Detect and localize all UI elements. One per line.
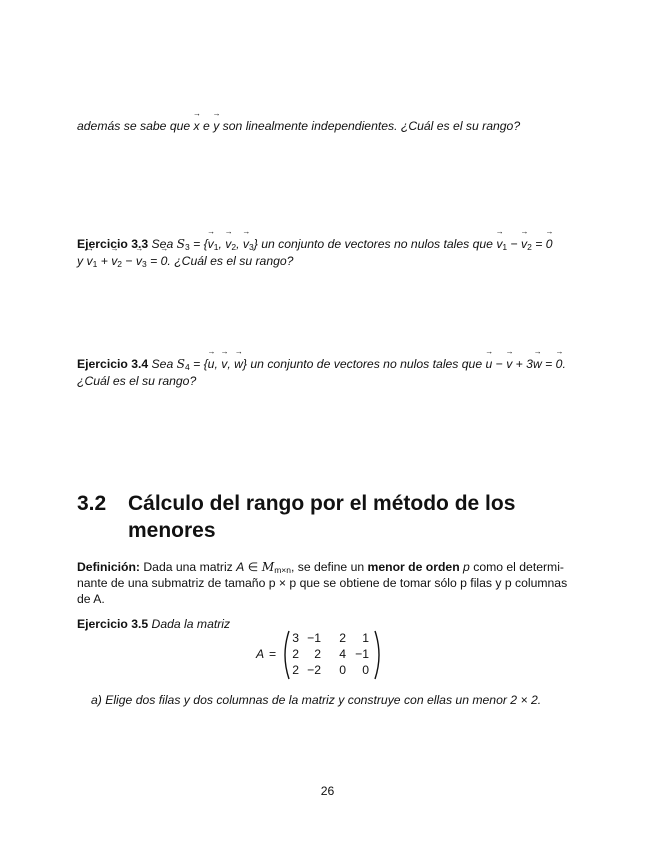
equals-sign: = (269, 647, 277, 661)
exercise-3-3-line-2: $y \to v_1$ + → $v_2$ − → $v_3$ = → 0. ¿Cuál es el su rango? (77, 253, 567, 272)
definition-line-2: nante de una submatriz de tamaño p × p que se obtiene de tomar sólo p filas y p columnas (77, 576, 568, 590)
exercise-3-4-line-1: Ejercicio 3.4 Sea $S_4$ = {→ u, → v, → w} un conjunto de vectores no nulos tales que → u − → v + 3→ w = → 0. (77, 356, 567, 375)
matrix-cell-2-3: 0 (362, 663, 369, 677)
matrix-cell-1-2: 4 (339, 647, 346, 661)
matrix-a (256, 629, 386, 681)
matrix-cell-2-0: 2 (292, 663, 299, 677)
matrix-cell-1-0: 2 (292, 647, 299, 661)
section-title-line-1: Cálculo del rango por el método de los (128, 492, 516, 515)
definition-line-1: Definición: Dada una matriz A ∈ $M_{m\times n}$, se define un menor de orden p como el determi- (77, 560, 564, 575)
definition-term: menor de orden (367, 560, 460, 574)
matrix-cell-1-3: −1 (355, 647, 369, 661)
exercise-3-4-line-2 (77, 373, 567, 389)
definition-line-3: de A. (77, 592, 105, 606)
section-number: 3.2 (77, 492, 107, 515)
exercise-3-3-label: Ejercicio 3.3 (77, 237, 149, 251)
matrix-cell-2-1: −2 (307, 663, 321, 677)
intro-line: además se sabe que → x e → y son linealmente independientes. ¿Cuál es el su rango? (77, 118, 567, 134)
matrix-cell-2-2: 0 (339, 663, 346, 677)
matrix-cell-1-1: 2 (314, 647, 321, 661)
exercise-3-5-item-a: a) Elige dos filas y dos columnas de la matriz y construye con ellas un menor 2 × 2. (91, 693, 542, 707)
exercise-3-3-line-1: Ejercicio 3.3 Sea $S_3$ = {→ $v_1$, → $v_2$, → $v_3$} un conjunto de vectores no nulos tales que → $v_1$ − → $v_2$ = → 0 (77, 236, 567, 255)
exercise-3-4-question: ¿Cuál es el su rango? (77, 374, 197, 388)
matrix-cell-0-1: −1 (307, 631, 321, 645)
page-number: 26 (320, 784, 335, 798)
matrix-cell-0-3: 1 (362, 631, 369, 645)
exercise-3-3-question: ¿Cuál es el su rango? (174, 254, 294, 268)
exercise-3-5-text: Dada la matriz (151, 617, 231, 631)
intro-text-1: además se sabe que (77, 119, 194, 133)
section-title-line-2: menores (128, 519, 216, 542)
matrix-name: A (256, 647, 265, 661)
matrix-cell-0-0: 3 (292, 631, 299, 645)
exercise-3-5-label: Ejercicio 3.5 (77, 617, 149, 631)
definition-label: Definición: (77, 560, 140, 574)
matrix-cell-0-2: 2 (339, 631, 346, 645)
exercise-3-4-label: Ejercicio 3.4 (77, 357, 149, 371)
